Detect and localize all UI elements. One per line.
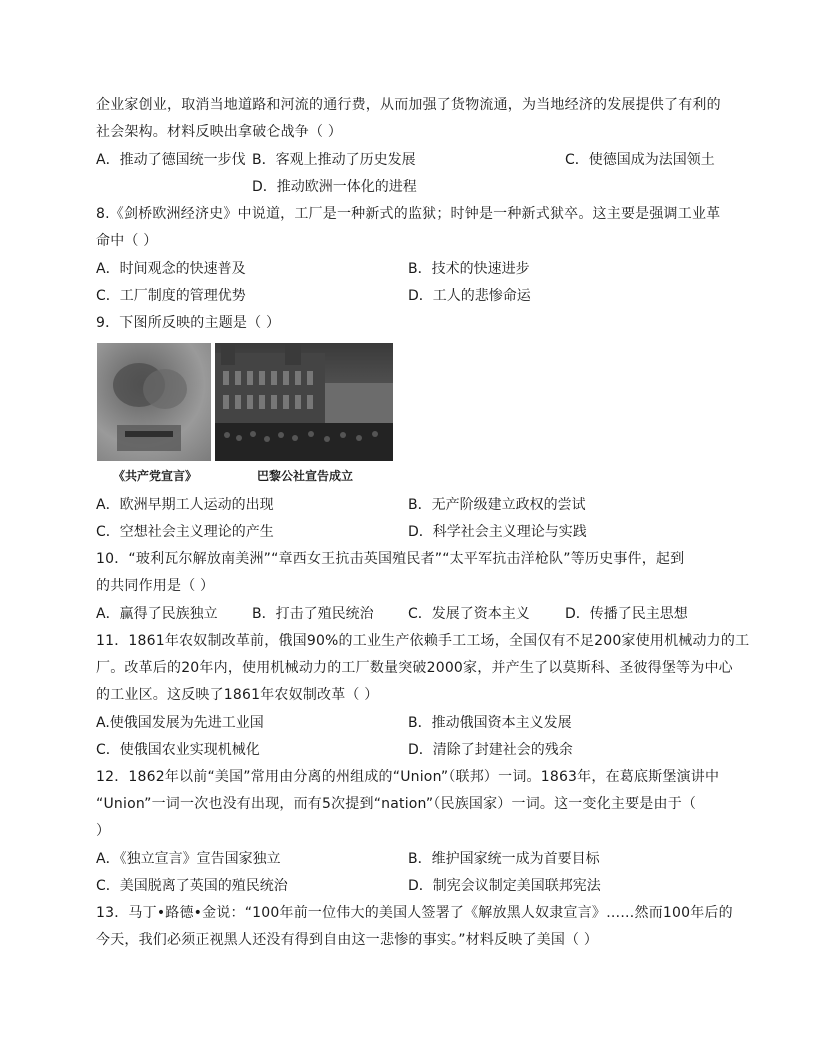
q11-stem-line: 的工业区。这反映了1861年农奴制改革（ ）	[96, 687, 379, 703]
q8-option-a[interactable]: A．时间观念的快速普及	[96, 261, 246, 277]
q9-option-b[interactable]: B．无产阶级建立政权的尝试	[408, 497, 586, 513]
communist-manifesto-image	[97, 343, 211, 461]
q13-stem-line: 13．马丁•路德•金说：“100年前一位伟大的美国人签署了《解放黑人奴隶宣言》……然而100年后的	[96, 905, 733, 921]
q7-option-c[interactable]: C．使德国成为法国领土	[565, 152, 715, 168]
q7-stem-line: 企业家创业，取消当地道路和河流的通行费，从而加强了货物流通，为当地经济的发展提供了有利的	[96, 97, 721, 113]
q12-option-b[interactable]: B．维护国家统一成为首要目标	[408, 851, 600, 867]
q10-option-a[interactable]: A．赢得了民族独立	[96, 606, 218, 622]
q9-figure	[97, 343, 393, 489]
q7-option-b[interactable]: B．客观上推动了历史发展	[252, 152, 416, 168]
q13-stem-line: 今天，我们必须正视黑人还没有得到自由这一悲惨的事实。”材料反映了美国（ ）	[96, 932, 599, 948]
q11-option-b[interactable]: B．推动俄国资本主义发展	[408, 715, 572, 731]
q7-option-d[interactable]: D．推动欧洲一体化的进程	[252, 179, 417, 195]
q10-option-c[interactable]: C．发展了资本主义	[408, 606, 530, 622]
q11-option-a[interactable]: A.使俄国发展为先进工业国	[96, 715, 264, 731]
q7-option-a[interactable]: A．推动了德国统一步伐	[96, 152, 246, 168]
q11-option-d[interactable]: D．清除了封建社会的残余	[408, 742, 573, 758]
q8-option-b[interactable]: B．技术的快速进步	[408, 261, 530, 277]
q8-option-d[interactable]: D．工人的悲惨命运	[408, 288, 531, 304]
q11-stem-line: 厂。改革后的20年内，使用机械动力的工厂数量突破2000家，并产生了以莫斯科、圣彼得堡等为中心	[96, 660, 733, 676]
figure-caption-right: 巴黎公社宣告成立	[257, 469, 354, 483]
q8-stem-line: 命中（ ）	[96, 233, 158, 249]
q12-stem-line: “Union”一词一次也没有出现，而有5次提到“nation”（民族国家）一词。这一变化主要是由于（	[96, 796, 697, 812]
q8-stem-line: 8.《剑桥欧洲经济史》中说道，工厂是一种新式的监狱；时钟是一种新式狱卒。这主要是强调工业革	[96, 206, 721, 222]
q10-stem-line: 10．“玻利瓦尔解放南美洲”“章西女王抗击英国殖民者”“太平军抗击洋枪队”等历史事件，起到	[96, 551, 685, 567]
q9-option-a[interactable]: A．欧洲早期工人运动的出现	[96, 497, 274, 513]
paris-commune-image	[215, 343, 393, 461]
q9-option-c[interactable]: C．空想社会主义理论的产生	[96, 524, 274, 540]
figure-caption-left: 《共产党宣言》	[113, 469, 198, 483]
q9-option-d[interactable]: D．科学社会主义理论与实践	[408, 524, 587, 540]
q10-option-d[interactable]: D．传播了民主思想	[565, 606, 688, 622]
q12-option-a[interactable]: A．《独立宣言》宣告国家独立	[96, 851, 281, 867]
q12-stem-line: ）	[96, 823, 111, 839]
q12-stem-line: 12．1862年以前“美国”常用由分离的州组成的“Union”（联邦）一词。1863年，在葛底斯堡演讲中	[96, 769, 720, 785]
q8-option-c[interactable]: C．工厂制度的管理优势	[96, 288, 246, 304]
q9-stem: 9．下图所反映的主题是（ ）	[96, 315, 281, 331]
q11-option-c[interactable]: C．使俄国农业实现机械化	[96, 742, 260, 758]
q11-stem-line: 11．1861年农奴制改革前，俄国90%的工业生产依赖手工工场，全国仅有不足200家使用机械动力的工	[96, 633, 750, 649]
q10-stem-line: 的共同作用是（ ）	[96, 578, 215, 594]
q7-stem-line: 社会架构。材料反映出拿破仑战争（ ）	[96, 124, 343, 140]
q12-option-c[interactable]: C．美国脱离了英国的殖民统治	[96, 878, 288, 894]
q10-option-b[interactable]: B．打击了殖民统治	[252, 606, 374, 622]
q12-option-d[interactable]: D．制宪会议制定美国联邦宪法	[408, 878, 601, 894]
